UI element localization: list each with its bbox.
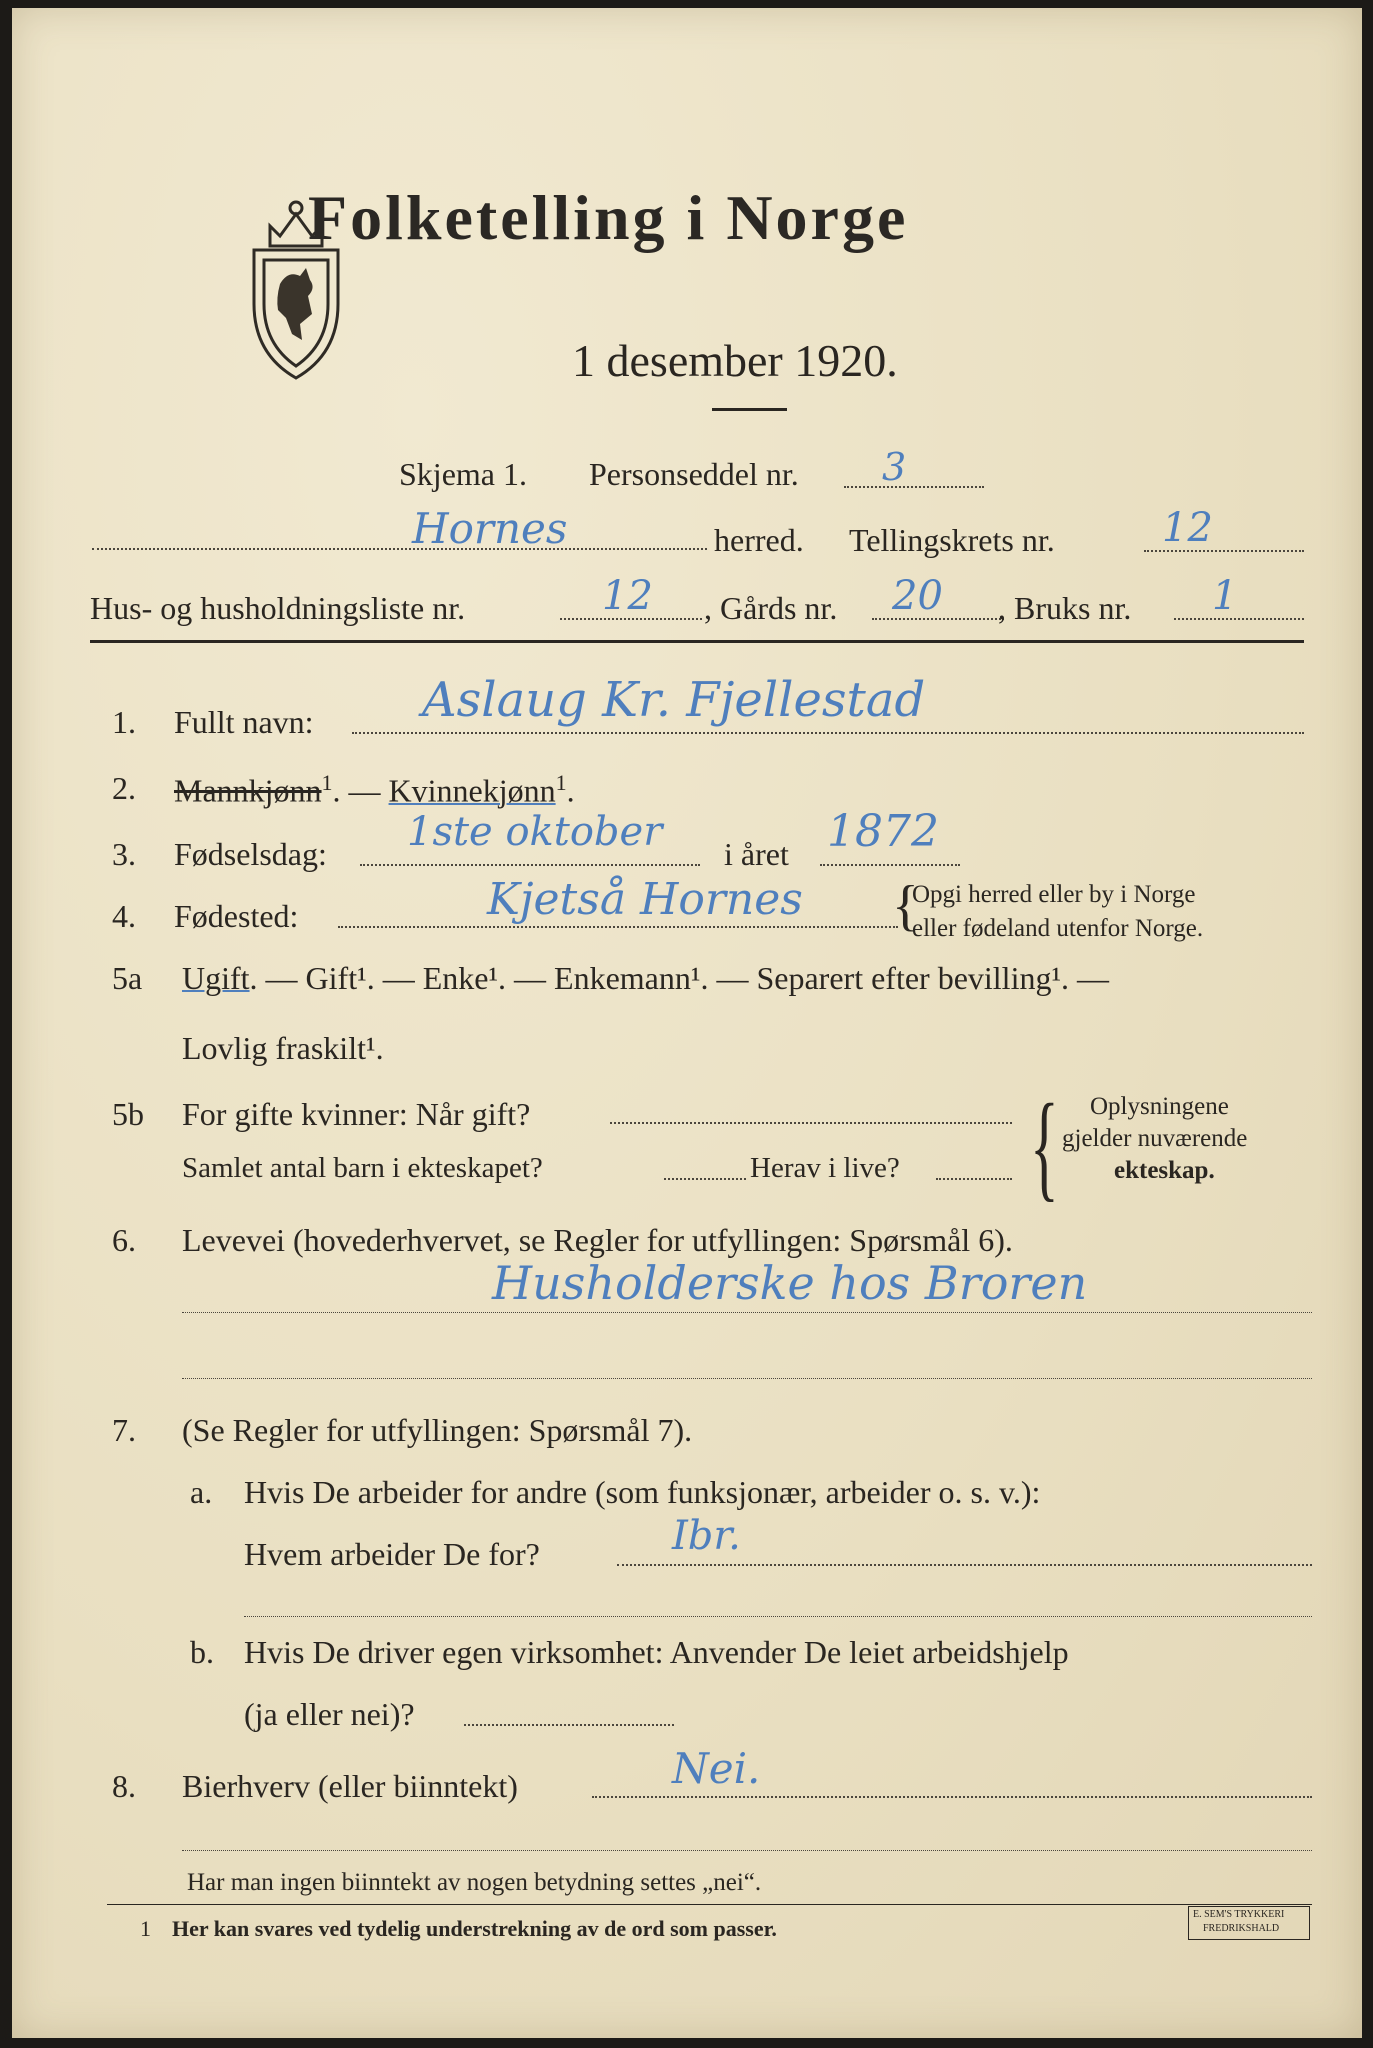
civil-status-options: . — Gift¹. — Enke¹. — Enkemann¹. — Separert efter bevilling¹. —	[249, 960, 1110, 996]
q4-brace: {	[892, 875, 919, 937]
q7a-employer-label: Hvem arbeider De for?	[244, 1536, 540, 1572]
gender-separator: . —	[332, 772, 381, 809]
q8-line-2	[182, 1850, 1312, 1851]
gender-end: .	[566, 772, 575, 809]
q7b-line	[464, 1724, 674, 1726]
q6-label: Levevei (hovederhvervet, se Regler for utfyllingen: Spørsmål 6).	[182, 1222, 1013, 1258]
birthdate-value: 1ste oktober	[407, 809, 663, 855]
hus-label: Hus- og husholdningsliste nr.	[90, 590, 466, 626]
side-income-note: Har man ingen biinntekt av nogen betydning settes „nei“.	[187, 1869, 762, 1896]
q5b-line-3	[936, 1178, 1012, 1180]
bruks-value: 1	[1212, 573, 1238, 619]
q4-number: 4.	[112, 898, 136, 934]
q5b-number: 5b	[112, 1096, 144, 1132]
printer-stamp	[1188, 1906, 1310, 1940]
skjema-label: Skjema 1.	[399, 456, 527, 492]
q3-number: 3.	[112, 836, 136, 872]
q5a-number: 5a	[112, 960, 143, 996]
printer-name: E. SEM'S TRYKKERI	[1193, 1909, 1285, 1920]
personseddel-label: Personseddel nr.	[589, 456, 799, 492]
q7a-question: Hvis De arbeider for andre (som funksjonær, arbeider o. s. v.):	[244, 1474, 1041, 1510]
q7a-number: a.	[190, 1474, 213, 1510]
bruks-line	[1174, 618, 1304, 620]
q7-label: (Se Regler for utfyllingen: Spørsmål 7).	[182, 1412, 693, 1448]
q6-line-1	[182, 1312, 1312, 1313]
occupation-value: Husholderske hos Broren	[492, 1256, 1088, 1310]
year-line	[820, 864, 960, 866]
herred-line	[92, 548, 707, 550]
birth-year-value: 1872	[827, 806, 939, 857]
q4-line	[338, 926, 898, 928]
census-date: 1 desember 1920.	[572, 335, 898, 386]
footnote-text: Her kan svares ved tydelig understrekning av de ord som passer.	[172, 1916, 777, 1941]
side-income-value: Nei.	[672, 1744, 761, 1793]
female-option: Kvinnekjønn	[388, 772, 556, 809]
q3-line	[360, 864, 700, 866]
gards-label: , Gårds nr.	[704, 590, 838, 626]
header-divider	[90, 640, 1304, 643]
q6-number: 6.	[112, 1222, 136, 1258]
q3-label: Fødselsdag:	[174, 836, 327, 872]
q7-number: 7.	[112, 1412, 136, 1448]
q7b-question: Hvis De driver egen virksomhet: Anvender De leiet arbeidshjelp	[244, 1634, 1069, 1670]
female-footnote-mark: 1	[555, 770, 567, 795]
tellingskrets-value: 12	[1162, 505, 1213, 551]
q7b-number: b.	[190, 1634, 214, 1670]
divorced-option: Lovlig fraskilt¹.	[182, 1030, 384, 1066]
unmarried-option: Ugift	[182, 960, 250, 996]
q7b-answer-label: (ja eller nei)?	[244, 1696, 415, 1732]
footnote-divider	[107, 1904, 1312, 1905]
q4-note-2: eller fødeland utenfor Norge.	[912, 915, 1204, 942]
q8-number: 8.	[112, 1768, 136, 1804]
personseddel-line	[844, 486, 984, 488]
q5b-children-count: Samlet antal barn i ekteskapet?	[182, 1152, 543, 1184]
title-divider	[712, 408, 787, 411]
q5b-married-when: For gifte kvinner: Når gift?	[182, 1096, 531, 1132]
q4-note-1: Opgi herred eller by i Norge	[912, 881, 1196, 908]
personseddel-value: 3	[882, 445, 907, 489]
birthplace-value: Kjetså Hornes	[487, 874, 803, 925]
q1-label: Fullt navn:	[174, 704, 314, 740]
q5b-line-1	[610, 1122, 1012, 1124]
herred-label: herred.	[714, 522, 804, 558]
q2-number: 2.	[112, 770, 136, 806]
q7a-line-2	[244, 1616, 1312, 1617]
q1-line	[352, 732, 1304, 734]
bruks-label: , Bruks nr.	[998, 590, 1132, 626]
herred-value: Hornes	[412, 504, 568, 553]
printer-city: FREDRIKSHALD	[1203, 1923, 1280, 1934]
form-title: Folketelling i Norge	[308, 182, 909, 253]
q6-line-2	[182, 1378, 1312, 1379]
full-name-value: Aslaug Kr. Fjellestad	[422, 672, 926, 728]
male-footnote-mark: 1	[321, 770, 333, 795]
q8-line	[592, 1796, 1312, 1798]
q5b-note-1: Oplysningene	[1090, 1093, 1229, 1120]
q8-label: Bierhverv (eller biinntekt)	[182, 1768, 518, 1804]
employer-value: Ibr.	[672, 1513, 741, 1559]
male-option: Mannkjønn	[174, 772, 322, 809]
q5b-line-2	[664, 1178, 746, 1180]
q5b-note-3: ekteskap.	[1114, 1157, 1215, 1184]
q1-number: 1.	[112, 704, 136, 740]
hus-value: 12	[602, 573, 653, 619]
q7a-line	[617, 1564, 1312, 1566]
tellingskrets-label: Tellingskrets nr.	[849, 522, 1055, 558]
gards-value: 20	[892, 573, 943, 619]
year-label: i året	[724, 836, 789, 872]
gender-row	[174, 772, 575, 807]
q5b-living: Herav i live?	[750, 1152, 900, 1184]
q5b-note-2: gjelder nuværende	[1062, 1125, 1248, 1152]
census-form-page	[12, 8, 1362, 2038]
q4-label: Fødested:	[174, 898, 299, 934]
civil-status-row	[182, 962, 1109, 994]
footnote-number: 1	[140, 1916, 151, 1941]
q5b-brace: {	[1030, 1079, 1059, 1212]
